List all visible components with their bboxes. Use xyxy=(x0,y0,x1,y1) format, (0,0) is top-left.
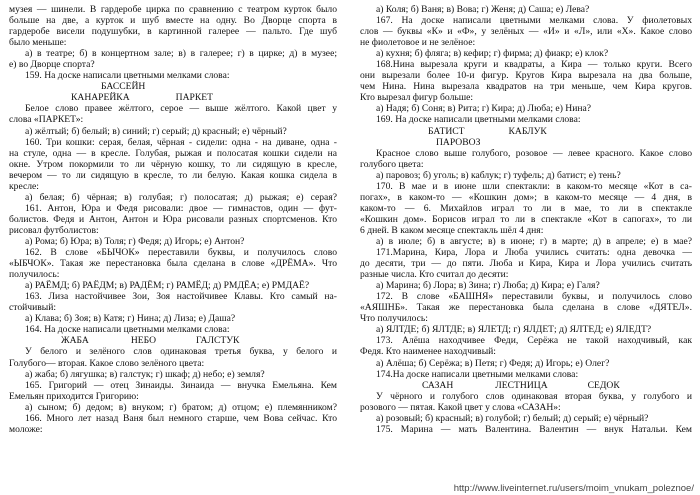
text-line: Голубого— вторая. Какое слово зелёного цвета: xyxy=(9,357,205,369)
text-line: а) белая; б) чёрная; в) голубая; г) полосатая; д) рыжая; е) серая? xyxy=(25,191,337,203)
text-line: а) сыном; б) дедом; в) внуком; г) братом; д) отцом; е) племянником? xyxy=(25,401,337,413)
word-row-159a xyxy=(9,81,337,92)
board-word: НЕБО xyxy=(130,335,157,347)
text-line: больше на две, а курток и шуб вместе на одну. Во Дворце спорта в xyxy=(9,15,337,27)
text-line: было меньше: xyxy=(9,37,67,49)
word-row-174 xyxy=(360,380,692,391)
board-word: БАТИСТ xyxy=(428,125,465,137)
text-line: а) Коля; б) Ваня; в) Вова; г) Женя; д) Саша; е) Лева? xyxy=(376,4,590,15)
text-line: получилось: xyxy=(9,269,60,281)
board-word: ЖАБА xyxy=(61,335,89,347)
text-line: 168.Нина вырезала круги и квадраты, а Кира — только круги. Всего xyxy=(376,59,692,71)
text-line: гардеробе висели подушубки, в картинной галерее — пальто. Где шуб xyxy=(9,26,337,38)
text-line: У чёрного и голубого слов одинаковая вторая буква, у голубого и xyxy=(376,390,692,402)
word-row-164 xyxy=(9,335,337,346)
text-line: 170. В мае и в июне шли спектакли: в каком-то месяце «Кот в са- xyxy=(376,180,692,192)
text-line: 162. В слове «БЫЧОК» переставили буквы, и получилось слово xyxy=(25,247,337,259)
text-line: а) в июле; б) в августе; в) в июне; г) в марте; д) в апреле; е) в мае? xyxy=(376,235,692,247)
text-line: а) Марина; б) Лора; в) Зина; г) Люба; д) Кира; е) Галя? xyxy=(376,280,600,292)
text-line: погах», в каком-то — «Кошкин дом»; в каком-то месяце — 4 дня, в xyxy=(360,191,692,203)
board-word: ГАЛСТУК xyxy=(196,335,240,347)
text-line: 160. Три кошки: серая, белая, чёрная - сидели: одна - на диване, одна - xyxy=(25,136,337,148)
text-line: 163. Лиза настойчивее Зои, Зоя настойчивее Клавы. Кто самый на- xyxy=(25,291,337,303)
text-line: до десяти, три — до пяти. Люба и Кира, Кира и Лора учились считать xyxy=(360,258,692,270)
word-row-169a xyxy=(360,126,692,137)
right-page xyxy=(360,4,692,495)
text-line: вечером — то ли сидящую в кресле, то ли белую. Какая кошка сидела в xyxy=(9,169,337,181)
text-line: а) Рома; б) Юра; в) Толя; г) Федя; д) Игорь; е) Антон? xyxy=(25,235,245,247)
text-line: кресле: xyxy=(9,180,39,192)
word-row-159b xyxy=(9,92,337,103)
text-line: У белого и зелёного слов одинаковая третья буква, у белого и xyxy=(25,346,337,358)
text-line: а) Алёша; б) Серёжа; в) Петя; г) Федя; д) Игорь; е) Олег? xyxy=(376,357,610,369)
left-page xyxy=(9,4,337,495)
text-line: рисовал футболистов: xyxy=(9,224,99,236)
text-line: а) Надя; б) Соня; в) Рита; г) Кира; д) Люба; е) Нина? xyxy=(376,103,591,115)
text-line: 172. В слове «БАШНЯ» переставили буквы, и получилось слово xyxy=(376,291,692,303)
text-line: а) жёлтый; б) белый; в) синий; г) серый; д) красный; е) чёрный? xyxy=(25,125,287,137)
text-line: 167. На доске написали цветными мелками слова. У фиолетовых xyxy=(376,15,692,27)
text-line: 166. Много лет назад Ваня был немного старше, чем Вова сейчас. Кто xyxy=(25,412,337,424)
text-line: Федя. Кто наименее находчивый: xyxy=(360,346,496,358)
word-row-169b xyxy=(360,137,692,148)
text-line: розового — пятая. Какой цвет у слова «САЗАН»: xyxy=(360,401,561,413)
text-line: 174.На доске написали цветными мелками слова: xyxy=(376,368,579,380)
text-line: 159. На доске написали цветными мелками слова: xyxy=(25,70,230,82)
text-line: а) розовый; б) красный; в) голубой; г) белый; д) серый; е) чёрный? xyxy=(376,412,649,424)
board-word: КАБЛУК xyxy=(508,125,547,137)
board-word: САЗАН xyxy=(422,379,454,391)
text-line: Емельян приходится Григорию: xyxy=(9,390,139,402)
board-word: КАНАРЕЙКА xyxy=(71,92,130,104)
text-line: а) жаба; б) лягушка; в) галстук; г) шкаф; д) небо; е) земля? xyxy=(25,368,265,380)
board-word: ЛЕСТНИЦА xyxy=(495,379,548,391)
text-line: 175. Марина — мать Валентина. Валентин — внук Натальи. Кем xyxy=(376,423,692,435)
text-line: разные числа. Кто считал до десяти: xyxy=(360,269,509,281)
board-word: СЕДОК xyxy=(587,379,620,391)
text-line: «ЫБЧОК». Такая же перестановка была сделана в слове «ДРЁМА». Что xyxy=(9,258,337,270)
text-line: 161. Антон, Юра и Федя рисовали: двое — гимнастов, один — фут- xyxy=(25,202,337,214)
text-line: а) РАЁМД; б) РАЁДМ; в) РАДЁМ; г) РАМЁД; д) РМДЁА; е) РМДАЁ? xyxy=(25,280,310,292)
text-line: стойчивый: xyxy=(9,302,56,314)
text-line: Красное слово выше голубого, розовое — левее красного. Какое слово xyxy=(376,147,692,159)
text-line: 173. Алёша находчивее Феди, Серёжа не такой находчивый, как xyxy=(376,335,692,347)
text-line: Что получилось: xyxy=(360,313,428,325)
text-line: на стуле, одна — в кресле. Голубая, рыжая и полосатая кошки сидели на xyxy=(9,147,337,159)
text-line: музея — шинели. В гардеробе цирка по сравнению с театром курток было xyxy=(9,4,337,15)
text-line: а) в театре; б) в концертном зале; в) в галерее; г) в цирке; д) в музее; xyxy=(25,48,337,60)
board-word: ПАРОВОЗ xyxy=(436,136,481,148)
text-line: а) Клава; б) Зоя; в) Катя; г) Нина; д) Лиза; е) Даша? xyxy=(25,313,236,325)
text-line: голубого цвета: xyxy=(360,158,424,170)
text-line: е) во Дворце спорта? xyxy=(9,59,95,71)
text-line: каком-то — 6. Михайлов играл то ли в мае, то ли в спектакле xyxy=(360,202,692,214)
text-line: окне. Утром покормили то ли чёрную кошку, то ли сидящую в кресле, xyxy=(9,158,337,170)
text-line: «Кошкин дом». Борисов играл то ли в спектакле «Кот в сапогах», то ли xyxy=(360,213,692,225)
watermark-url: http://www.liveinternet.ru/users/moim_vnukam_poleznoe/ xyxy=(453,483,694,494)
text-line: Кто вырезал фигур больше: xyxy=(360,92,474,104)
text-line: 6 дней. В каком месяце спектакль шёл 4 дня: xyxy=(360,224,544,236)
text-line: моложе: xyxy=(9,423,43,435)
text-line: 171.Марина, Кира, Лора и Люба учились считать: одна девочка — xyxy=(376,247,692,259)
text-line: Белое слово правее жёлтого, серое — выше жёлтого. Какой цвет у xyxy=(25,103,337,115)
text-line: а) паровоз; б) уголь; в) каблук; г) туфель; д) батист; е) тень? xyxy=(376,169,621,181)
text-line: а) ЯЛТДЕ; б) ЯЛТДЕ; в) ЯЛЕТД; г) ЯЛДЕТ; д) ЯЛТЕД; е) ЯЛЕДТ? xyxy=(376,324,652,336)
text-line: они вырезали более 10-и фигур. Кругов Кира вырезала на два больше, xyxy=(360,70,692,82)
board-word: БАССЕЙН xyxy=(101,81,146,93)
text-line: слов — буквы «К» и «Ф», у зелёных — «И» и «Л», или «Х». Какое слово xyxy=(360,26,692,38)
text-line: болистов. Федя и Антон, Антон и Юра рисовали разных спортсменов. Кто xyxy=(9,213,337,225)
text-line: «АЯШНБ». Такая же перестановка была сделана в слове «ДЯТЕЛ». xyxy=(360,302,692,314)
text-line: 169. На доске написали цветными мелками слова: xyxy=(376,114,581,126)
text-line: слова «ПАРКЕТ»: xyxy=(9,114,84,126)
text-line: чем Нина. Нина вырезала квадратов на три меньше, чем Кира кругов. xyxy=(360,81,692,93)
text-line: не фиолетовое и не зелёное: xyxy=(360,37,476,49)
text-line: 164. На доске написали цветными мелками слова: xyxy=(25,324,230,336)
board-word: ПАРКЕТ xyxy=(175,92,213,104)
text-line: а) кухня; б) фляга; в) кефир; г) фирма; д) фиакр; е) клок? xyxy=(376,48,609,60)
text-line: 165. Григорий — отец Зинаиды. Зинаида — внучка Емельяна. Кем xyxy=(25,379,337,391)
